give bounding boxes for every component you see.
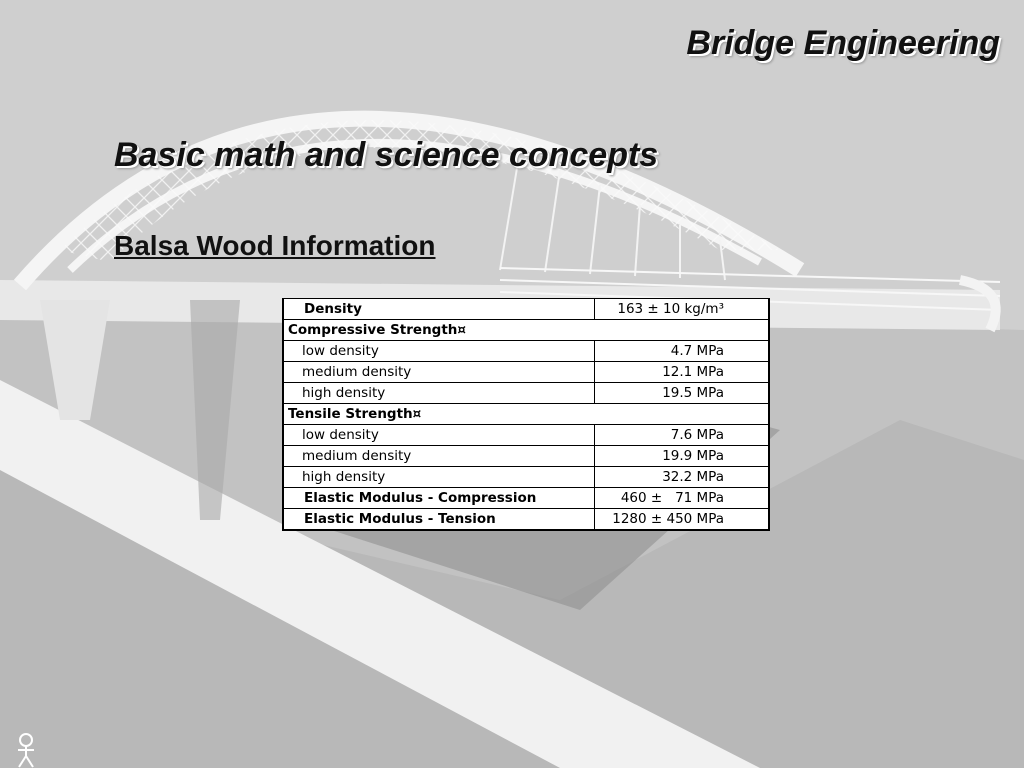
compressive-medium-label: medium density	[283, 362, 595, 383]
table-row	[283, 425, 769, 446]
tensile-medium-value: 19.9 MPa	[595, 446, 770, 467]
elastic-compression-label: Elastic Modulus - Compression	[283, 488, 595, 509]
elastic-tension-label: Elastic Modulus - Tension	[283, 509, 595, 531]
density-value: 163 ± 10 kg/m³	[595, 299, 770, 320]
section-heading: Balsa Wood Information	[114, 230, 436, 261]
compressive-medium-value: 12.1 MPa	[595, 362, 770, 383]
table-row	[283, 341, 769, 362]
tensile-low-value: 7.6 MPa	[595, 425, 770, 446]
compressive-low-value: 4.7 MPa	[595, 341, 770, 362]
table-row	[283, 383, 769, 404]
compressive-low-label: low density	[283, 341, 595, 362]
header-title: Bridge Engineering	[686, 24, 1000, 62]
elastic-tension-value: 1280 ± 450 MPa	[595, 509, 770, 531]
stick-figure-icon	[12, 732, 40, 768]
balsa-properties-table	[282, 298, 770, 531]
tensile-high-label: high density	[283, 467, 595, 488]
tensile-low-label: low density	[283, 425, 595, 446]
compressive-high-value: 19.5 MPa	[595, 383, 770, 404]
slide-subtitle: Basic math and science concepts	[114, 136, 659, 174]
density-label: Density	[283, 299, 595, 320]
tensile-strength-title: Tensile Strength¤	[283, 404, 595, 425]
elastic-compression-value: 460 ± 71 MPa	[595, 488, 770, 509]
compressive-strength-title: Compressive Strength¤	[283, 320, 595, 341]
tensile-high-value: 32.2 MPa	[595, 467, 770, 488]
compressive-high-label: high density	[283, 383, 595, 404]
table-row	[283, 467, 769, 488]
tensile-medium-label: medium density	[283, 446, 595, 467]
table-row-tensile-header	[283, 404, 769, 425]
table-row-elastic-compression	[283, 488, 769, 509]
table-row	[283, 446, 769, 467]
table-row-compressive-header	[283, 320, 769, 341]
table-row	[283, 362, 769, 383]
table-row-density	[283, 299, 769, 320]
table-row-elastic-tension	[283, 509, 769, 531]
